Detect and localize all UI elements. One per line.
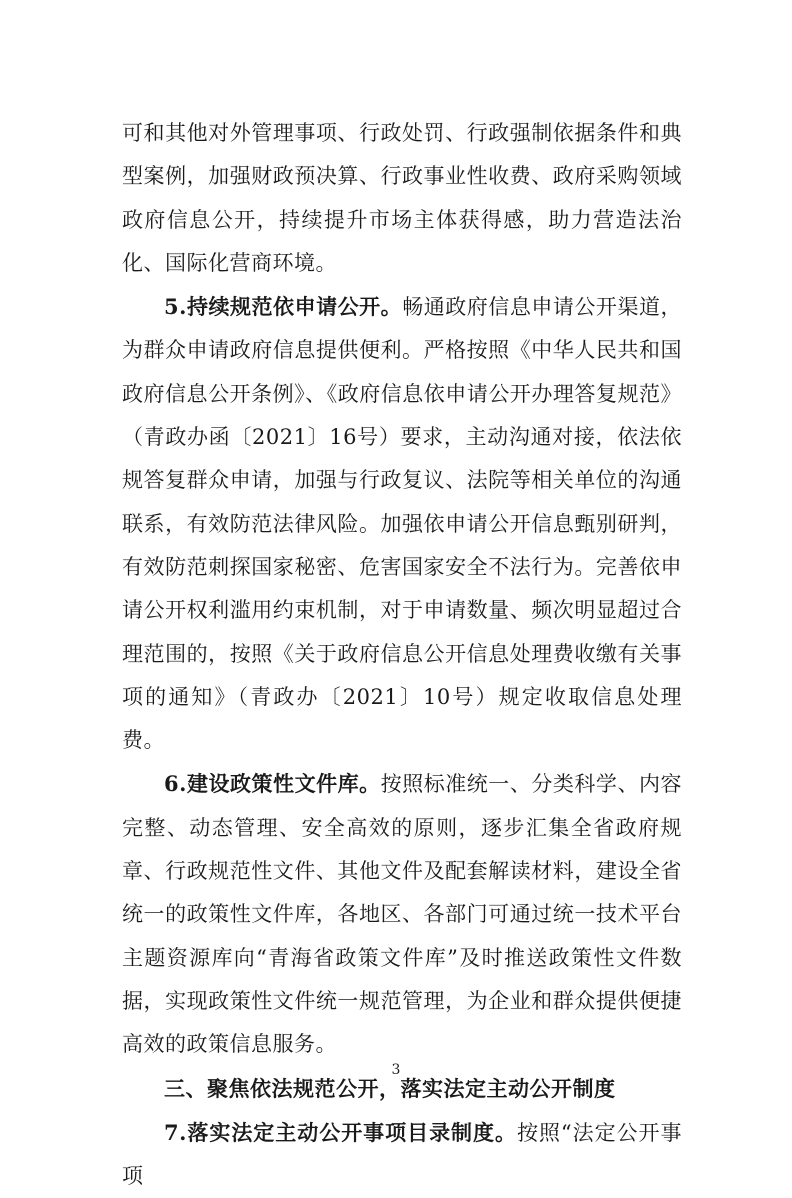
paragraph-text: 按照标准统一、分类科学、内容完整、动态管理、安全高效的原则，逐步汇集全省政府规章、行政规范性文件、其他文件及配套解读材料，建设全省统一的政策性文件库，各地区、各部门可通过统一技术平台主题资源库向“青海省政策文件库”及时推送政策性文件数据，实现政策性文件统一规范管理，为企业和群众提供便捷高效的政策信息服务。	[122, 772, 682, 1057]
paragraph-text: 畅通政府信息申请公开渠道，为群众申请政府信息提供便利。严格按照《中华人民共和国政府信息公开条例》、《政府信息依申请公开办理答复规范》（青政办函〔2021〕16号）要求，主动沟通对接，依法依规答复群众申请，加强与行政复议、法院等相关单位的沟通联系，有效防范法律风险。加强依申请公开信息甄别研判，有效防范刺探国家秘密、危害国家安全不法行为。完善依申请公开权利滥用约束机制，对于申请数量、频次明显超过合理范围的，按照《关于政府信息公开信息处理费收缴有关事项的通知》（青政办〔2021〕10号）规定收取信息处理费。	[122, 295, 682, 753]
paragraph-item-7	[122, 1111, 682, 1198]
paragraph-item-6	[122, 762, 682, 1066]
page-number: 3	[391, 1062, 401, 1078]
item-heading: 6.建设政策性文件库。	[164, 771, 381, 797]
item-heading: 7.落实法定主动公开事项目录制度。	[164, 1119, 517, 1145]
paragraph-continued	[122, 112, 682, 285]
paragraph-text: 按照“法定公开事项	[122, 1120, 682, 1189]
paragraph-text: 可和其他对外管理事项、行政处罚、行政强制依据条件和典型案例，加强财政预决算、行政事业性收费、政府采购领域政府信息公开，持续提升市场主体获得感，助力营造法治化、国际化营商环境。	[122, 121, 682, 275]
section-heading-text: 三、聚焦依法规范公开，落实法定主动公开制度	[164, 1075, 616, 1101]
item-heading: 5.持续规范依申请公开。	[164, 294, 403, 320]
paragraph-item-5	[122, 285, 682, 762]
body-text	[122, 112, 682, 1198]
